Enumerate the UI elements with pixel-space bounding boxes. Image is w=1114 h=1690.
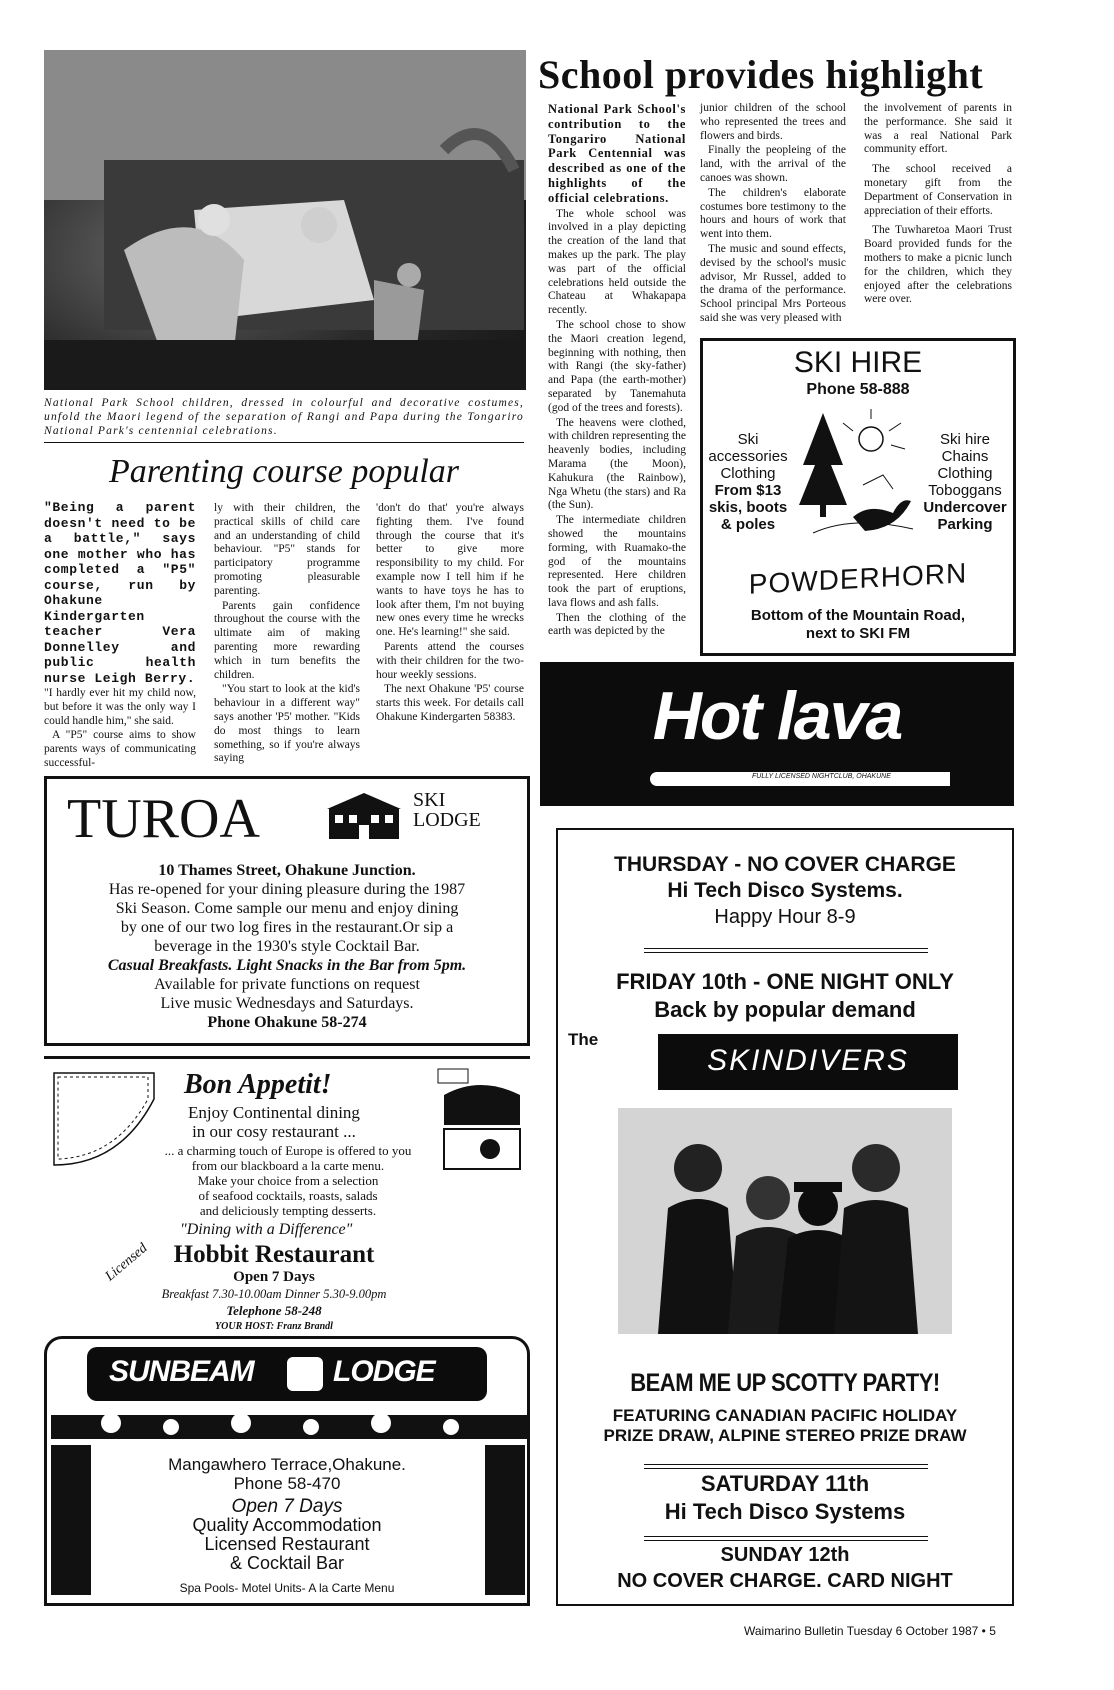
sunday-line-1: SUNDAY 12th [720, 1544, 850, 1566]
powderhorn-logo: POWDERHORN [748, 557, 968, 600]
turoa-ski: SKI [413, 789, 446, 811]
parenting-paragraph: ly with their children, the practical skills of child care and an understanding of child behaviour. "P5" stands for participatory programme promoting pleasurable parenting. [214, 502, 360, 597]
turoa-italic: Casual Breakfasts. Light Snacks in the Bar from 5pm. [107, 957, 467, 974]
ski-hire-item: Chains [941, 448, 989, 465]
main-article-col-2 [700, 102, 846, 327]
page-footer: Waimarino Bulletin Tuesday 6 October 1987 • 5 [744, 1624, 996, 1638]
turoa-lodge: LODGE [413, 809, 481, 831]
hobbit-phone: Telephone 58-248 [226, 1303, 322, 1318]
ski-hire-footer-line: Bottom of the Mountain Road, [750, 607, 966, 624]
sunbeam-line: Quality Accommodation [192, 1515, 382, 1535]
ski-hire-ad [700, 338, 1016, 656]
ski-hire-item: & poles [720, 516, 776, 533]
school-play-photo [44, 50, 526, 390]
nightclub-divider [644, 1536, 928, 1541]
turoa-address: 10 Thames Street, Ohakune Junction. [158, 862, 416, 879]
lodge-illustration [321, 791, 407, 841]
hobbit-body [118, 1143, 458, 1218]
turoa-line: Has re-opened for your dining pleasure during the 1987 [108, 881, 466, 898]
sunbeam-line: & Cocktail Bar [229, 1553, 345, 1573]
main-article-lead: National Park School's contribution to the Tongariro National Park Centennial was described as one of the highlights of the official celebrations. [548, 102, 686, 205]
ski-hire-footer-line: next to SKI FM [805, 625, 911, 642]
hot-lava-logo: Hot lava [652, 678, 902, 754]
photo-caption: National Park School children, dressed in colourful and decorative costumes, unfold the Maori legend of the separation of Rangi and Papa during the Tongariro National Park's centennial celebrations. [44, 397, 524, 437]
ski-hire-item: Clothing [937, 465, 993, 482]
ski-hire-item: Parking [937, 516, 993, 533]
hobbit-licensed: Licensed [102, 1240, 151, 1285]
ski-hire-item: skis, boots [708, 499, 788, 516]
featuring-block [558, 1406, 1012, 1446]
main-article-col-3 [864, 102, 1012, 308]
featuring-line: FEATURING CANADIAN PACIFIC HOLIDAY [612, 1406, 958, 1425]
turoa-line: Available for private functions on request [154, 976, 420, 993]
ski-scene-illustration [793, 405, 917, 547]
featuring-line: PRIZE DRAW, ALPINE STEREO PRIZE DRAW [603, 1426, 967, 1445]
sunbeam-name-left: SUNBEAM [109, 1355, 254, 1388]
friday-block [558, 968, 1012, 1024]
turoa-line: by one of our two log fires in the restaurant.Or sip a [120, 919, 454, 936]
ski-hire-item: accessories [708, 448, 788, 465]
sunday-line-2: NO COVER CHARGE. CARD NIGHT [617, 1570, 953, 1592]
hobbit-ad [44, 1056, 530, 1332]
sunbeam-address: Mangawhero Terrace,Ohakune. [168, 1455, 406, 1474]
hobbit-body-line: Make your choice from a selection [197, 1173, 379, 1188]
main-article-paragraph: the involvement of parents in the performance. She said it was a real National Park community effort. [864, 102, 1012, 156]
main-article-paragraph: Finally the peopleing of the land, with the arrival of the canoes was shown. [700, 144, 846, 184]
sunbeam-body [107, 1455, 467, 1573]
ski-hire-item: Ski hire [939, 431, 991, 448]
main-article-col-1 [548, 102, 686, 640]
main-headline: School provides highlight [538, 52, 984, 97]
main-article-paragraph: The school chose to show the Maori creation legend, beginning with nothing, then with Rangi (the sky-father) and Papa (the earth-mother) separated by Tanemahuta (god of the trees and forests). [548, 318, 686, 414]
ski-hire-footer [703, 607, 1013, 643]
the-label: The [568, 1030, 599, 1049]
hot-lava-banner [540, 662, 1014, 806]
photo-illustration [44, 50, 526, 390]
parenting-headline: Parenting course popular [108, 453, 460, 490]
turoa-line: Ski Season. Come sample our menu and enjoy dining [115, 900, 459, 917]
saturday-block [558, 1470, 1012, 1526]
band-photo [618, 1108, 952, 1334]
parenting-paragraph: Parents attend the courses with their children for the two-hour weekly sessions. [376, 640, 524, 681]
main-article-paragraph: The music and sound effects, devised by the school's music advisor, Mr Russel, added to the drama of the performance. School principal Mrs Porteous said she was very pleased with [700, 242, 846, 324]
parenting-paragraph: 'don't do that' you're always fighting them. I've found through the course that it's better to give more responsibility to my child. For example now I tell him if he wants to have toys he has to look after them, I'm not buying new ones every time he wrecks one. He's learning!" she said. [376, 502, 524, 639]
nightclub-ad [556, 828, 1014, 1606]
main-article-paragraph: The heavens were clothed, with children representing the heavenly bodies, including Marama (the Moon), Kahukura (the Rainbow), Nga Whetu (the stars) and Ra (the Sun). [548, 416, 686, 512]
main-article-paragraph: junior children of the school who represented the trees and flowers and birds. [700, 102, 846, 142]
nightclub-divider [644, 1464, 928, 1469]
thursday-line-2: Hi Tech Disco Systems. [667, 879, 903, 902]
ski-hire-item: Undercover [923, 499, 1007, 516]
main-article-paragraph: Then the clothing of the earth was depicted by the [548, 611, 686, 638]
turoa-ad [44, 776, 530, 1046]
sunbeam-banner [87, 1347, 487, 1401]
band-members-illustration [618, 1108, 952, 1334]
left-food-column [51, 1445, 91, 1595]
hobbit-body-line: ... a charming touch of Europe is offered to you [164, 1143, 412, 1158]
sunbeam-ad [44, 1336, 530, 1606]
parenting-paragraph: The next Ohakune 'P5' course starts this week. For details call Ohakune Kindergarten 58383. [376, 683, 524, 723]
hobbit-open: Open 7 Days [233, 1269, 315, 1285]
skindivers-logo: SKINDIVERS [707, 1044, 909, 1077]
hobbit-body-line: of seafood cocktails, roasts, salads [198, 1188, 378, 1203]
nightclub-divider [644, 948, 928, 953]
hobbit-hours: Breakfast 7.30-10.00am Dinner 5.30-9.00pm [161, 1287, 387, 1301]
ski-hire-item: Clothing [720, 465, 776, 482]
parenting-paragraph: "I hardly ever hit my child now, but before it was the only way I could handle him," she said. [44, 687, 196, 727]
friday-line-2: Back by popular demand [654, 997, 916, 1022]
saturday-line-2: Hi Tech Disco Systems [664, 1499, 906, 1524]
hobbit-name: Hobbit Restaurant [173, 1241, 375, 1268]
main-article-paragraph: The intermediate children showed the mountains forming, with Ruamako-the god of the mountains represented. Here children took the part of eruptions, lava flows and ash falls. [548, 514, 686, 609]
main-article-paragraph: The Tuwharetoa Maori Trust Board provided funds for the mothers to make a picnic lunch for the children, which they enjoyed after the celebrations were over. [864, 224, 1012, 306]
food-border-illustration [51, 1405, 527, 1445]
friday-line-1: FRIDAY 10th - ONE NIGHT ONLY [616, 969, 954, 994]
ski-hire-item: Toboggans [928, 482, 1002, 499]
turoa-phone: Phone Ohakune 58-274 [207, 1014, 367, 1031]
lodge-building-icon [321, 791, 407, 841]
ski-hire-phone: Phone 58-888 [806, 381, 910, 398]
hobbit-intro-line: Enjoy Continental dining [188, 1103, 360, 1122]
hobbit-intro-line: in our cosy restaurant ... [192, 1122, 356, 1141]
hobbit-title: Bon Appetit! [184, 1069, 332, 1100]
sunbeam-phone: Phone 58-470 [233, 1474, 341, 1493]
main-article-paragraph: The whole school was involved in a play depicting the creation of the land that makes up the park. The play was part of the official celebrations held outside the Chateau at Whakapapa recently. [548, 207, 686, 317]
sunbeam-open: Open 7 Days [231, 1496, 343, 1517]
turoa-line: beverage in the 1930's style Cocktail Bar. [154, 938, 420, 955]
parenting-paragraph: "You start to look at the kid's behaviour in a different way" says another 'P5' mother. "Kids do most things to learn something, so if you're always saying [214, 683, 360, 765]
thursday-line-3: Happy Hour 8-9 [714, 906, 856, 928]
turoa-body [47, 861, 527, 1032]
party-headline: BEAM ME UP SCOTTY PARTY! [630, 1368, 940, 1397]
skindivers-banner [658, 1034, 958, 1090]
parenting-paragraph: A "P5" course aims to show parents ways of communicating successful- [44, 729, 196, 769]
parenting-lead: "Being a parent doesn't need to be a battle," says one mother who has completed a "P5" course, run by Ohakune Kindergarten teacher Vera Donnelley and public health nurse Leigh Berry. [44, 500, 196, 686]
hobbit-body-line: and deliciously tempting desserts. [199, 1203, 377, 1218]
thursday-block [558, 852, 1012, 930]
sunday-block [558, 1542, 1012, 1594]
sunbeam-footer: Spa Pools- Motel Units- A la Carte Menu [179, 1581, 395, 1595]
sunbeam-name-right: LODGE [333, 1355, 435, 1388]
parenting-col-3 [376, 502, 524, 726]
turoa-line: Live music Wednesdays and Saturdays. [160, 995, 414, 1012]
parenting-col-1 [44, 500, 196, 772]
sunbeam-logo-icon [287, 1357, 323, 1391]
section-divider [44, 442, 524, 443]
saturday-line-1: SATURDAY 11th [700, 1471, 870, 1496]
right-food-column [485, 1445, 525, 1595]
hobbit-body-line: from our blackboard a la carte menu. [191, 1158, 385, 1173]
food-border-icon [51, 1405, 527, 1445]
main-article-paragraph: The school received a monetary gift from the Department of Conservation in appreciation of their efforts. [864, 163, 1012, 217]
hot-lava-tagline: FULLY LICENSED NIGHTCLUB, OHAKUNE [752, 773, 891, 780]
ski-hire-left-list [707, 431, 789, 533]
ski-hire-right-list [917, 431, 1013, 533]
ski-hire-item: Ski [737, 431, 759, 448]
hobbit-slogan: "Dining with a Difference" [180, 1221, 353, 1238]
sunbeam-line: Licensed Restaurant [204, 1534, 370, 1554]
hobbit-intro [154, 1103, 394, 1141]
parenting-col-2 [214, 502, 360, 767]
ski-hire-title: SKI HIRE [793, 346, 923, 379]
tree-sun-skier-icon [793, 405, 917, 547]
thursday-line-1: THURSDAY - NO COVER CHARGE [614, 853, 956, 876]
turoa-name: TUROA [67, 788, 260, 850]
ski-hire-item: From $13 [714, 482, 782, 499]
parenting-paragraph: Parents gain confidence throughout the course with the ultimate aim of making parenting more rewarding which in turn benefits the children. [214, 599, 360, 681]
hobbit-host: YOUR HOST: Franz Brandl [215, 1321, 333, 1332]
main-article-paragraph: The children's elaborate costumes bore testimony to the hours and hours of work that went into them. [700, 186, 846, 241]
